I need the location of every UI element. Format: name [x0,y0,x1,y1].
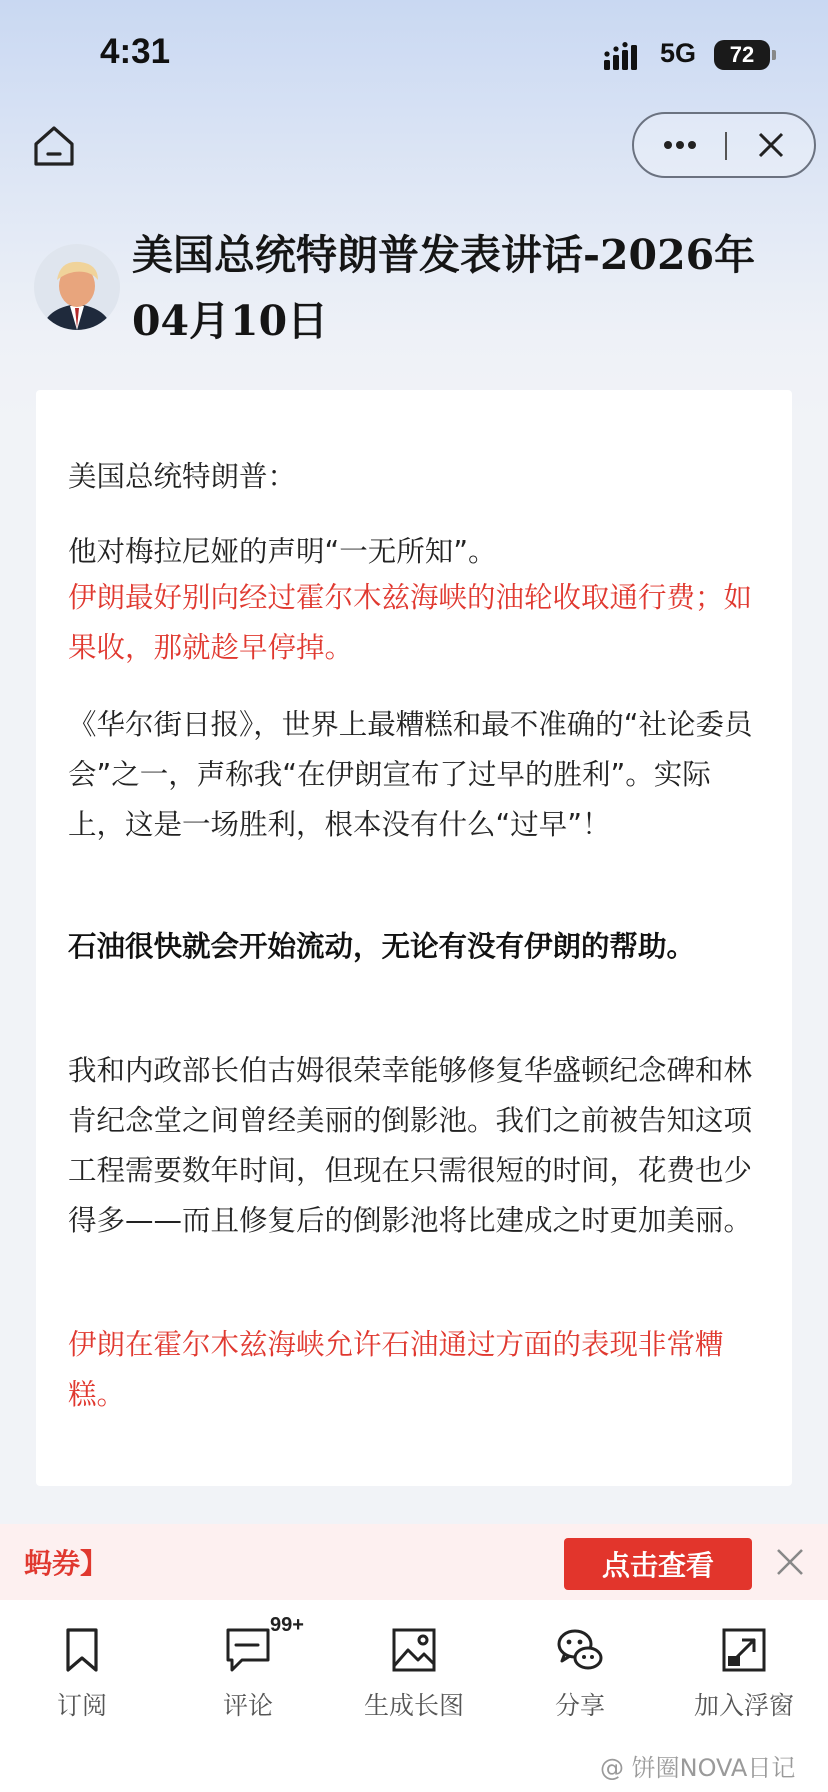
bookmark-icon [58,1626,106,1674]
article-paragraph-bold: 石油很快就会开始流动，无论有没有伊朗的帮助。 [68,930,696,963]
image-icon [390,1626,438,1674]
battery-indicator: 72 [714,40,770,70]
tab-label: 分享 [554,1691,605,1720]
article-paragraph-highlight: 伊朗最好别向经过霍尔木兹海峡的油轮收取通行费；如果收，那就趁早停掉。 [68,581,753,664]
home-icon[interactable] [30,122,78,170]
watermark [600,1748,795,1783]
status-time: 4:31 [100,32,171,71]
article-paragraph-highlight: 伊朗在霍尔木兹海峡允许石油通过方面的表现非常糟糕。 [68,1328,724,1411]
promo-banner [0,1524,828,1600]
more-button[interactable] [634,114,726,176]
tab-label: 加入浮窗 [693,1691,794,1720]
comment-icon [224,1626,272,1674]
close-icon [756,130,786,160]
promo-close-icon[interactable] [774,1546,806,1578]
author-avatar[interactable] [34,244,120,330]
tab-label: 订阅 [56,1691,107,1720]
article-paragraph: 《华尔街日报》，世界上最糟糕和最不准确的“社论委员会”之一，声称我“在伊朗宣布了过早的胜利”。实际上，这是一场胜利，根本没有什么“过早”！ [68,708,753,841]
tab-subscribe[interactable] [7,1620,157,1730]
more-dots-icon [662,140,698,150]
tab-add-floating-window[interactable] [669,1620,819,1730]
article-paragraph: 我和内政部长伯古姆很荣幸能够修复华盛顿纪念碑和林肯纪念堂之间曾经美丽的倒影池。我们之前被告知这项工程需要数年时间，但现在只需很短的时间，花费也少得多——而且修复后的倒影池将比建成之时更加美丽。 [68,1054,753,1237]
tab-share[interactable] [505,1620,655,1730]
status-bar [0,0,828,110]
mini-program-capsule [632,112,816,178]
avatar-portrait [34,244,120,330]
tab-label: 生成长图 [363,1691,464,1720]
article-title: 美国总统特朗普发表讲话-2026年04月10日 [132,231,756,345]
tab-generate-long-image[interactable] [339,1620,489,1730]
promo-text: 蚂券】 [24,1547,109,1580]
float-window-icon [720,1626,768,1674]
article-paragraph: 美国总统特朗普： [68,460,297,493]
close-button[interactable] [727,114,815,176]
watermark-text: @ 饼圈NOVA日记 [600,1754,796,1782]
network-type: 5G [660,38,697,68]
signal-icon [604,42,648,70]
wechat-icon [556,1626,604,1674]
comment-count-badge: 99+ [270,1614,304,1636]
article-paragraph: 他对梅拉尼娅的声明“一无所知”。 [68,535,497,568]
tab-label: 评论 [222,1691,273,1720]
promo-view-button[interactable]: 点击查看 [564,1538,752,1590]
